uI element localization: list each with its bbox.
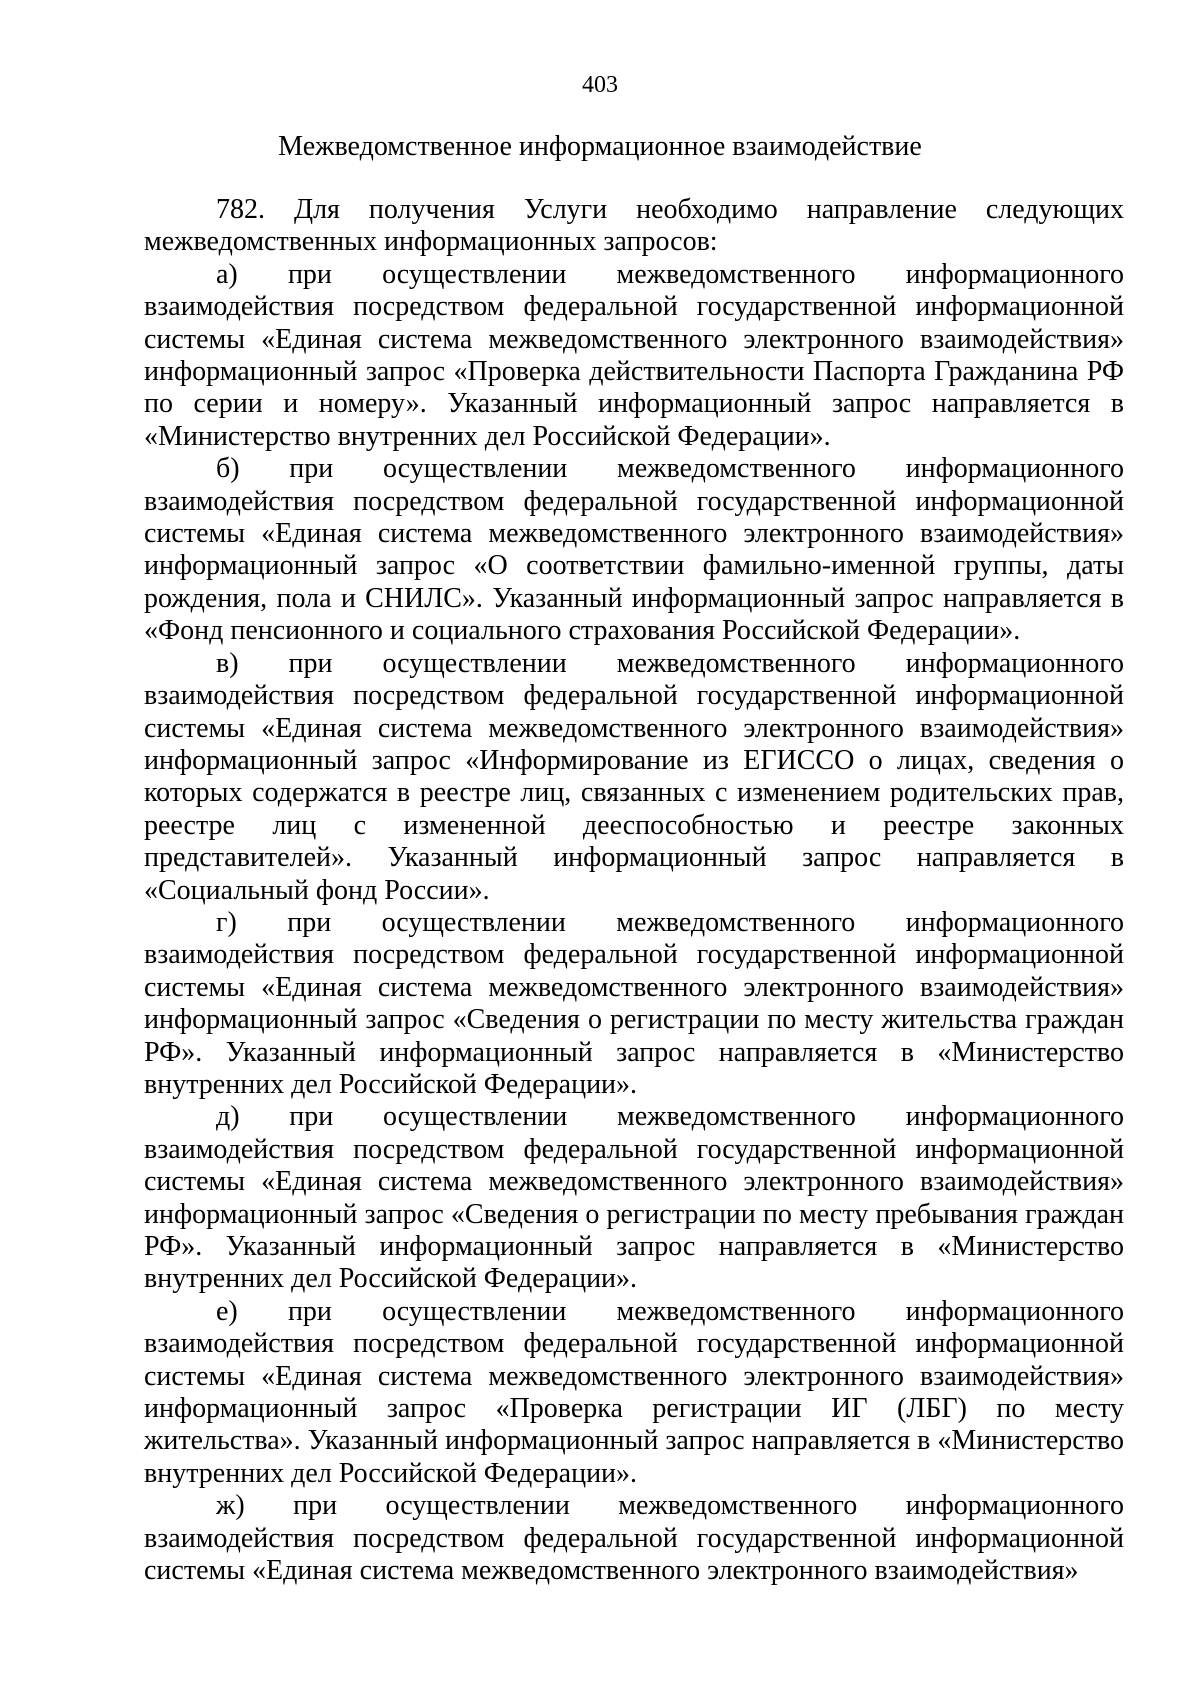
- list-item-a: [144, 259, 1124, 453]
- list-item-g: [144, 907, 1124, 1101]
- intro-paragraph: [144, 194, 1124, 259]
- document-body: [144, 194, 1124, 1587]
- item-text: при осуществлении межведомственного информационного взаимодействия посредством федеральной государственной информационной системы «Единая система межведомственного электронного взаимодействия» информационный запрос «О соответствии фамильно-именной группы, даты рождения, пола и СНИЛС». Указанный информационный запрос направляется в «Фонд пенсионного и социального страхования Российской Федерации».: [144, 453, 1125, 647]
- item-text: при осуществлении межведомственного информационного взаимодействия посредством федеральной государственной информационной системы «Единая система межведомственного электронного взаимодействия»: [144, 1490, 1124, 1587]
- item-letter: в): [216, 647, 239, 679]
- list-item-b: [144, 453, 1124, 647]
- intro-text: Для получения Услуги необходимо направление следующих межведомственных информационных запросов:: [144, 194, 1125, 258]
- item-letter: ж): [216, 1490, 245, 1522]
- list-item-e: [144, 1296, 1124, 1490]
- item-letter: е): [216, 1295, 238, 1327]
- section-title: Межведомственное информационное взаимодействие: [278, 131, 922, 162]
- item-letter: б): [216, 453, 240, 485]
- item-letter: г): [216, 906, 237, 938]
- page-number: 403: [582, 72, 618, 98]
- item-text: при осуществлении межведомственного информационного взаимодействия посредством федеральной государственной информационной системы «Единая система межведомственного электронного взаимодействия» информационный запрос «Сведения о регистрации по месту жительства граждан РФ». Указанный информационный запрос направляется в «Министерство внутренних дел Российской Федерации».: [144, 906, 1125, 1100]
- paragraph-number: 782.: [216, 194, 265, 225]
- item-text: при осуществлении межведомственного информационного взаимодействия посредством федеральной государственной информационной системы «Единая система межведомственного электронного взаимодействия» информационный запрос «Проверка действительности Паспорта Гражданина РФ по серии и номеру». Указанный информационный запрос направляется в «Министерство внутренних дел Российской Федерации».: [144, 258, 1125, 452]
- list-item-zh: [144, 1490, 1124, 1587]
- item-text: при осуществлении межведомственного информационного взаимодействия посредством федеральной государственной информационной системы «Единая система межведомственного электронного взаимодействия» информационный запрос «Проверка регистрации ИГ (ЛБГ) по месту жительства». Указанный информационный запрос направляется в «Министерство внутренних дел Российской Федерации».: [144, 1295, 1125, 1489]
- item-text: при осуществлении межведомственного информационного взаимодействия посредством федеральной государственной информационной системы «Единая система межведомственного электронного взаимодействия» информационный запрос «Информирование из ЕГИССО о лицах, сведения о которых содержатся в реестре лиц, связанных с изменением родительских прав, реестре лиц с измененной дееспособностью и реестре законных представителей». Указанный информационный запрос направляется в «Социальный фонд России».: [144, 647, 1124, 906]
- item-letter: а): [216, 258, 238, 290]
- list-item-v: [144, 648, 1124, 907]
- item-letter: д): [216, 1101, 240, 1133]
- list-item-d: [144, 1101, 1124, 1295]
- item-text: при осуществлении межведомственного информационного взаимодействия посредством федеральной государственной информационной системы «Единая система межведомственного электронного взаимодействия» информационный запрос «Сведения о регистрации по месту пребывания граждан РФ». Указанный информационный запрос направляется в «Министерство внутренних дел Российской Федерации».: [144, 1101, 1125, 1295]
